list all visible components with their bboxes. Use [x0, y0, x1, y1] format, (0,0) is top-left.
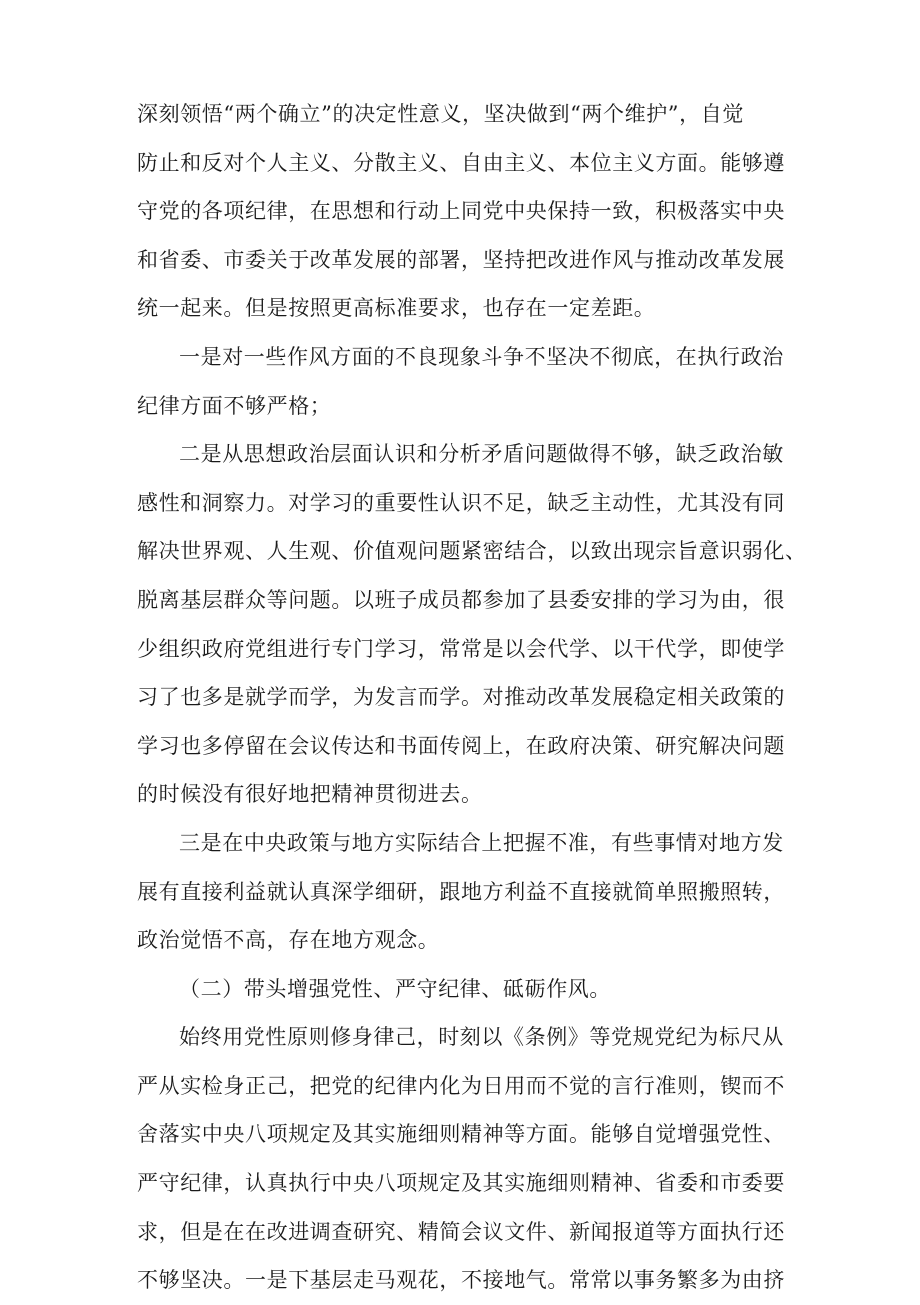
- text-line: 和省委、市委关于改革发展的部署，坚持把改进作风与推动改革发展: [137, 247, 785, 272]
- text-line: 的时候没有很好地把精神贯彻进去。: [137, 782, 483, 807]
- text-line: 守党的各项纪律，在思想和行动上同党中央保持一致，积极落实中央: [137, 199, 785, 224]
- text-line: 舍落实中央八项规定及其实施细则精神等方面。能够自觉增强党性、: [137, 1122, 785, 1147]
- text-line: 防止和反对个人主义、分散主义、自由主义、本位主义方面。能够遵: [137, 150, 785, 175]
- document-body: [137, 90, 807, 1305]
- paragraph-four-start: 始终用党性原则修身律己，时刻以《条例》等党规党纪为标尺从: [179, 1025, 784, 1050]
- text-line: 解决世界观、人生观、价值观问题紧密结合，以致出现宗旨意识弱化、: [137, 539, 807, 564]
- text-line: 统一起来。但是按照更高标准要求，也存在一定差距。: [137, 296, 656, 321]
- text-line: 纪律方面不够严格；: [137, 393, 332, 418]
- section-heading: （二）带头增强党性、严守纪律、砥砺作风。: [179, 976, 611, 1001]
- text-line: 严守纪律，认真执行中央八项规定及其实施细则精神、省委和市委要: [137, 1171, 785, 1196]
- paragraph-one-start: 一是对一些作风方面的不良现象斗争不坚决不彻底，在执行政治: [179, 344, 784, 369]
- text-line: 严从实检身正己，把党的纪律内化为日用而不觉的言行准则，锲而不: [137, 1073, 785, 1098]
- text-line: 展有直接利益就认真深学细研，跟地方利益不直接就简单照搬照转，: [137, 879, 785, 904]
- text-line: 政治觉悟不高，存在地方观念。: [137, 928, 440, 953]
- text-line: 求，但是在在改进调查研究、精简会议文件、新闻报道等方面执行还: [137, 1219, 785, 1244]
- text-line: 习了也多是就学而学，为发言而学。对推动改革发展稳定相关政策的: [137, 685, 785, 710]
- text-line: 脱离基层群众等问题。以班子成员都参加了县委安排的学习为由，很: [137, 587, 785, 612]
- paragraph-two-start: 二是从思想政治层面认识和分析矛盾问题做得不够，缺乏政治敏: [179, 442, 784, 467]
- text-line: 学习也多停留在会议传达和书面传阅上，在政府决策、研究解决问题: [137, 733, 785, 758]
- text-line: 少组织政府党组进行专门学习，常常是以会代学、以干代学，即使学: [137, 636, 785, 661]
- paragraph-three-start: 三是在中央政策与地方实际结合上把握不准，有些事情对地方发: [179, 830, 784, 855]
- text-line: 感性和洞察力。对学习的重要性认识不足，缺乏主动性，尤其没有同: [137, 490, 785, 515]
- text-line: 不够坚决。一是下基层走马观花，不接地气。常常以事务繁多为由挤: [137, 1268, 785, 1293]
- text-line: 深刻领悟“两个确立”的决定性意义，坚决做到“两个维护”，自觉: [137, 102, 744, 126]
